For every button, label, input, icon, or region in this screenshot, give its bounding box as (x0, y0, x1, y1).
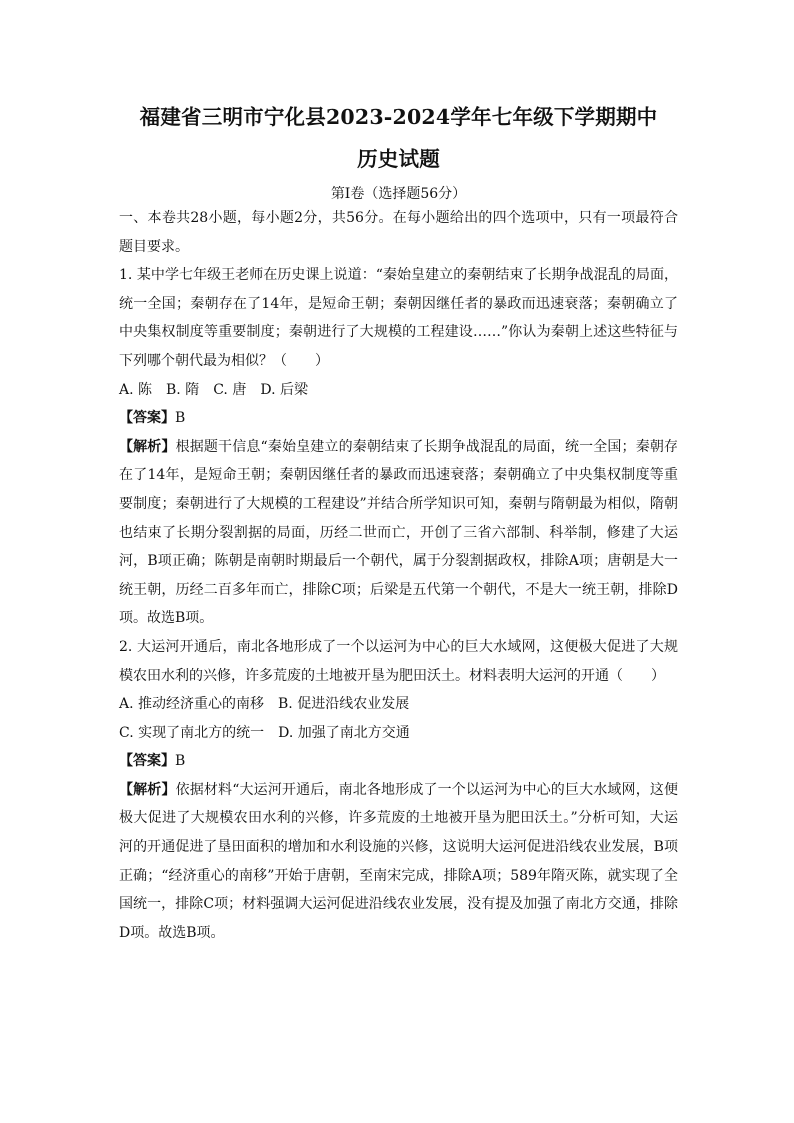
answer-line (119, 404, 678, 433)
question-stem: 1. 某中学七年级王老师在历史课上说道：“秦始皇建立的秦朝结束了长期争战混乱的局面，统一全国；秦朝存在了14年，是短命王朝；秦朝因继任者的暴政而迅速衰落；秦朝确立了中央集权制度等重要制度；秦朝进行了大规模的工程建设……”你认为秦朝上述这些特征与下列哪个朝代最为相似？（ ） (119, 267, 678, 369)
answer-value: B (175, 753, 186, 770)
section-label: 第Ⅰ卷（选择题56分） (330, 186, 467, 202)
question-stem: 2. 大运河开通后，南北各地形成了一个以运河为中心的巨大水域网，这便极大促进了大规模农田水利的兴修，许多荒废的土地被开垦为肥田沃土。材料表明大运河的开通（ ） (119, 638, 678, 684)
question-1 (119, 261, 678, 633)
page-subtitle: 历史试题 (357, 147, 440, 171)
question-options-row-2 (119, 719, 678, 748)
answer-line (119, 747, 678, 776)
analysis-paragraph (119, 433, 678, 633)
option-b: B. 隋 (166, 381, 200, 398)
question-2 (119, 633, 678, 948)
analysis-paragraph (119, 776, 678, 948)
analysis-text: 根据题干信息“秦始皇建立的秦朝结束了长期争战混乱的局面，统一全国；秦朝存在了14年，是短命王朝；秦朝因继任者的暴政而迅速衰落；秦朝确立了中央集权制度等重要制度；秦朝进行了大规模的工程建设”并结合所学知识可知，秦朝与隋朝最为相似，隋朝也结束了长期分裂割据的局面，历经二世而亡，开创了三省六部制、科举制，修建了大运河，B项正确；陈朝是南朝时期最后一个朝代，属于分裂割据政权，排除A项；唐朝是大一统王朝，历经二百多年而亡，排除C项；后梁是五代第一个朝代，不是大一统王朝，排除D项。故选B项。 (119, 438, 679, 627)
option-a: A. 陈 (119, 381, 153, 398)
question-options-row-1 (119, 690, 678, 719)
analysis-tag: 【解析】 (119, 781, 176, 798)
page-title: 福建省三明市宁化县2023-2024学年七年级下学期期中 (139, 105, 658, 129)
option-a: A. 推动经济重心的南移 (119, 696, 265, 713)
option-c: C. 实现了南北方的统一 (119, 724, 265, 741)
analysis-text: 依据材料“大运河开通后，南北各地形成了一个以运河为中心的巨大水域网，这便极大促进了大规模农田水利的兴修，许多荒废的土地被开垦为肥田沃土。”分析可知，大运河的开通促进了垦田面积的增加和水利设施的兴修，这说明大运河促进沿线农业发展，B项正确；“经济重心的南移”开始于唐朝，至南宋完成，排除A项；589年隋灭陈，就实现了全国统一，排除C项；材料强调大运河促进沿线农业发展，没有提及加强了南北方交通，排除D项。故选B项。 (119, 781, 679, 941)
answer-value: B (175, 410, 186, 427)
option-d: D. 加强了南北方交通 (278, 724, 410, 741)
question-options (119, 376, 678, 405)
analysis-tag: 【解析】 (119, 438, 176, 455)
section-instructions: 一、本卷共28小题，每小题2分，共56分。在每小题给出的四个选项中，只有一项最符合题目要求。 (119, 210, 678, 255)
answer-tag: 【答案】 (119, 753, 175, 770)
answer-tag: 【答案】 (119, 410, 175, 427)
option-c: C. 唐 (213, 381, 247, 398)
option-b: B. 促进沿线农业发展 (278, 696, 410, 713)
option-d: D. 后梁 (260, 381, 308, 398)
